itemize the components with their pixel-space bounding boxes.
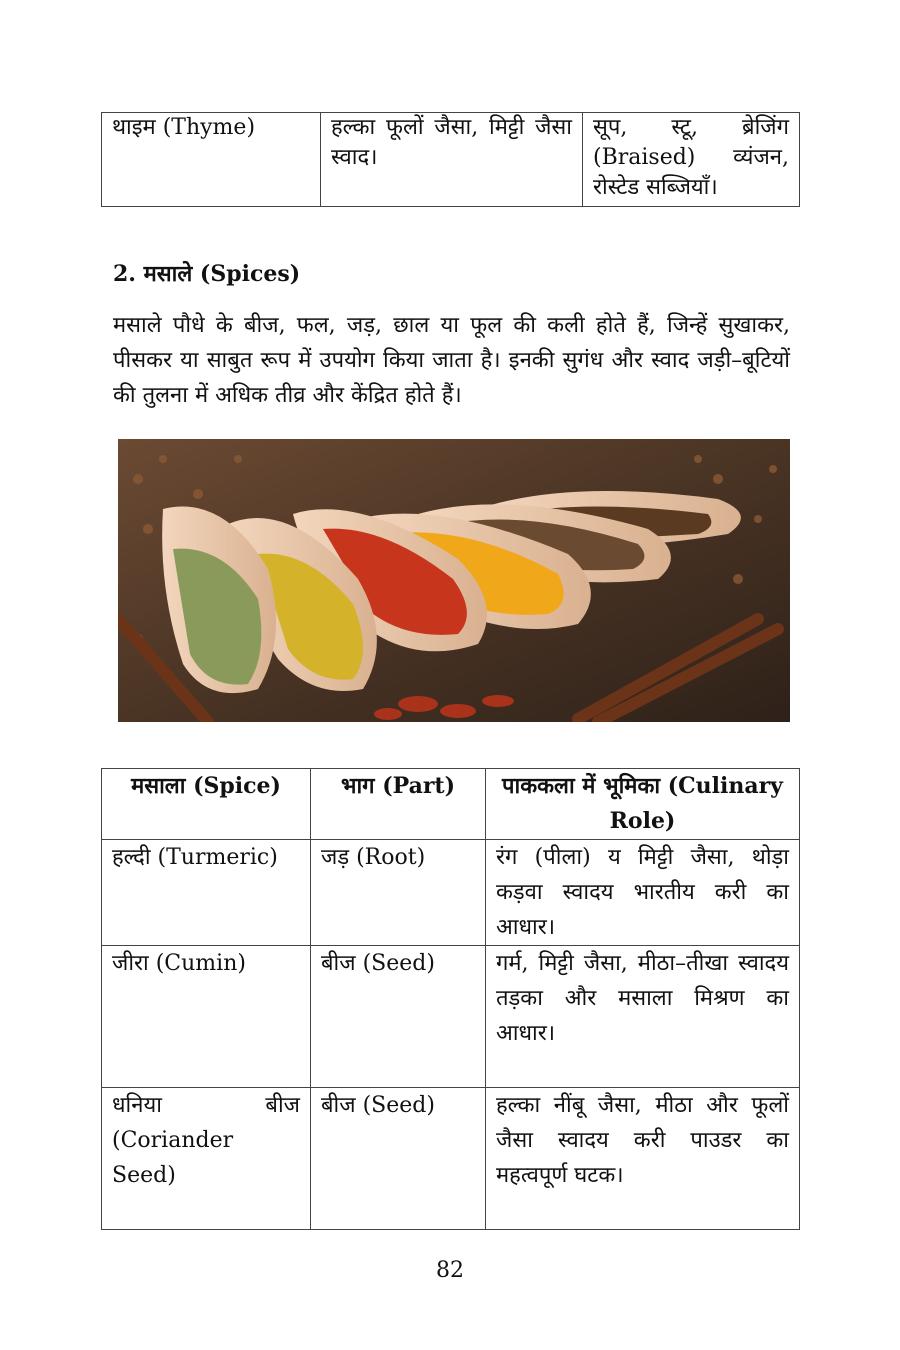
herb-use-cell: सूप, स्टू, ब्रेजिंग (Braised) व्यंजन, रोस्टेड सब्जियाँ। <box>583 113 800 207</box>
spice-role-cell: रंग (पीला) य मिट्टी जैसा, थोड़ा कड़वा स्वादय भारतीय करी का आधार। <box>486 840 800 946</box>
spice-part-cell: बीज (Seed) <box>311 1088 486 1230</box>
table-row <box>102 840 800 946</box>
spice-name-cell: जीरा (Cumin) <box>102 946 311 1088</box>
spice-role-cell: गर्म, मिट्टी जैसा, मीठा–तीखा स्वादय तड़का और मसाला मिश्रण का आधार। <box>486 946 800 1088</box>
table-header-row <box>102 769 800 840</box>
column-header-role: पाककला में भूमिका (Culinary Role) <box>486 769 800 840</box>
herb-flavor-cell: हल्का फूलों जैसा, मिट्टी जैसा स्वाद। <box>321 113 583 207</box>
spice-role-cell: हल्का नींबू जैसा, मीठा और फूलों जैसा स्वादय करी पाउडर का महत्वपूर्ण घटक। <box>486 1088 800 1230</box>
table-row <box>102 1088 800 1230</box>
spice-name-cell: धनिया बीज (Coriander Seed) <box>102 1088 311 1230</box>
page-number: 82 <box>436 1258 464 1283</box>
spice-part-cell: जड़ (Root) <box>311 840 486 946</box>
section-paragraph: मसाले पौधे के बीज, फल, जड़, छाल या फूल की कली होते हैं, जिन्हें सुखाकर, पीसकर या साबुत रूप में उपयोग किया जाता है। इनकी सुगंध और स्वाद जड़ी–बूटियों की तुलना में अधिक तीव्र और केंद्रित होते हैं। <box>113 313 790 408</box>
spice-name-cell: हल्दी (Turmeric) <box>102 840 311 946</box>
herb-name-cell: थाइम (Thyme) <box>102 113 321 207</box>
table-row <box>102 113 800 207</box>
column-header-part: भाग (Part) <box>311 769 486 840</box>
spice-part-cell: बीज (Seed) <box>311 946 486 1088</box>
herb-table <box>101 112 800 207</box>
spices-table <box>101 768 800 1230</box>
table-row <box>102 946 800 1088</box>
column-header-spice: मसाला (Spice) <box>102 769 311 840</box>
section-heading: 2. मसाले (Spices) <box>113 261 301 287</box>
spice-scoops-photo <box>118 439 790 722</box>
